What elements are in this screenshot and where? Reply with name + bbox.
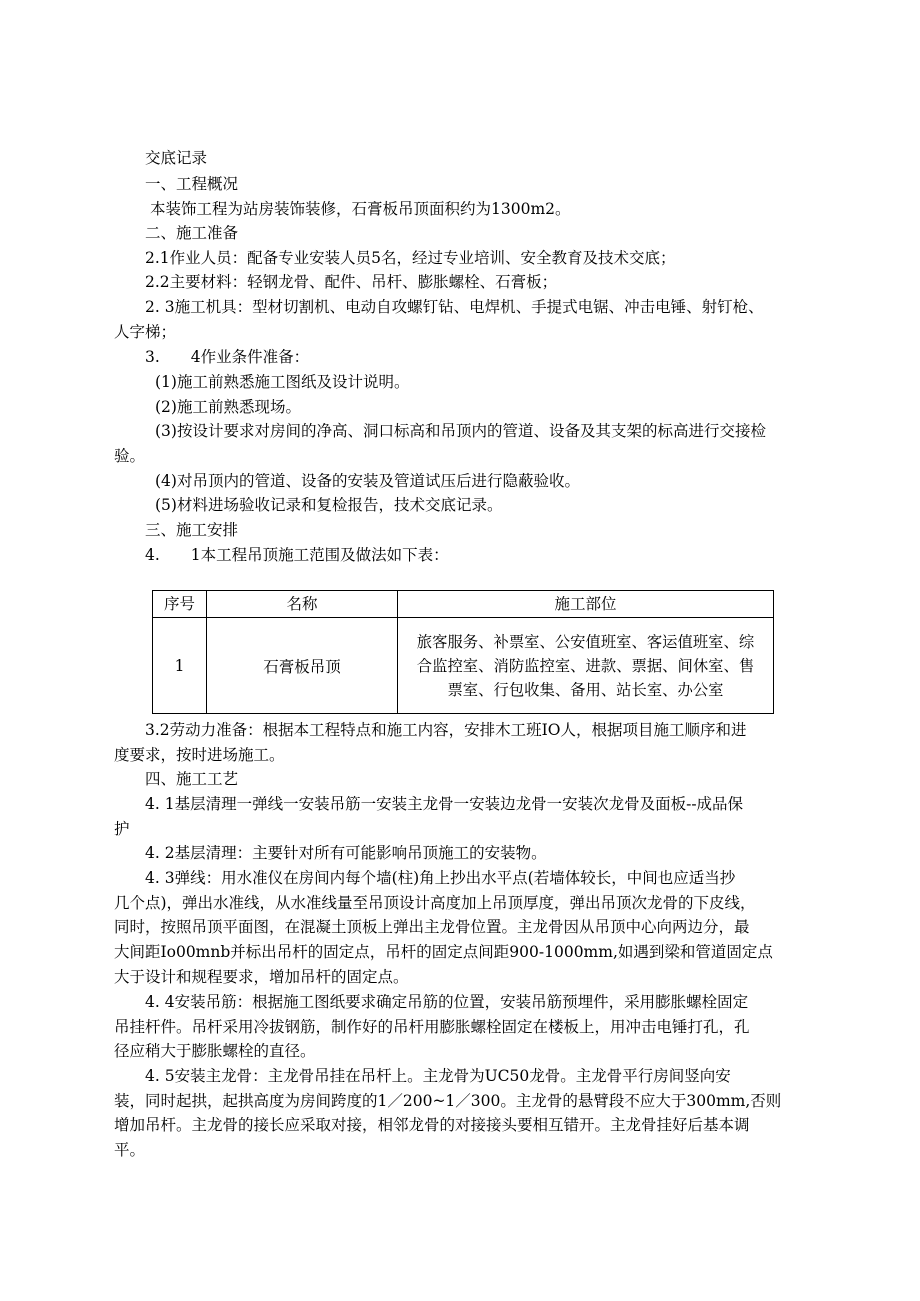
scope-table — [152, 590, 774, 714]
table-cell-name: 石膏板吊顶 — [207, 618, 398, 714]
paragraph-line: 吊挂杆件。吊杆采用冷拔钢筋，制作好的吊杆用膨胀螺栓固定在楼板上，用冲击电锤打孔，孔 — [114, 1018, 750, 1036]
list-item: (4)对吊顶内的管道、设备的安装及管道试压后进行隐蔽验收。 — [155, 472, 580, 490]
paragraph-line: 度要求，按时进场施工。 — [114, 746, 285, 764]
paragraph-line: 人字梯； — [114, 323, 177, 341]
location-line: 票室、行包收集、备用、站长室、办公室 — [447, 680, 724, 699]
table-header-no: 序号 — [153, 591, 207, 618]
section-heading: 四、施工工艺 — [145, 770, 239, 788]
paragraph-line: 4. 5安装主龙骨：主龙骨吊挂在吊杆上。主龙骨为UC50龙骨。主龙骨平行房间竖向安 — [145, 1067, 731, 1085]
paragraph-line: 装，同时起拱，起拱高度为房间跨度的1／200~1／300。主龙骨的悬臂段不应大于300mm,否则 — [114, 1092, 782, 1110]
paragraph-line: 平。 — [114, 1141, 146, 1159]
paragraph-line: 大于设计和规程要求，增加吊杆的固定点。 — [114, 968, 409, 986]
paragraph-line: 4. 3弹线：用水准仪在房间内每个墙(柱)角上抄出水平点(若墙体较长，中间也应适当抄 — [145, 869, 736, 887]
table-header-location: 施工部位 — [398, 591, 774, 618]
location-line: 合监控室、消防监控室、进款、票据、间休室、售 — [416, 656, 755, 675]
paragraph-line: 径应稍大于膨胀螺栓的直径。 — [114, 1042, 316, 1060]
paragraph-line: 大间距Io00mnb并标出吊杆的固定点，吊杆的固定点间距900-1000mm,如遇到梁和管道固定点 — [114, 943, 773, 961]
section-heading: 二、施工准备 — [145, 224, 239, 242]
paragraph-line: 2.1作业人员：配备专业安装人员5名，经过专业培训、安全教育及技术交底； — [145, 249, 676, 267]
location-line: 旅客服务、补票室、公安值班室、客运值班室、综 — [416, 632, 755, 651]
paragraph-line: 4. 1本工程吊顶施工范围及做法如下表： — [145, 546, 449, 564]
table-row — [153, 618, 774, 714]
paragraph-line: 增加吊杆。主龙骨的接长应采取对接，相邻龙骨的对接接头要相互错开。主龙骨挂好后基本调 — [114, 1116, 750, 1134]
table-cell-location — [398, 618, 774, 714]
list-item: (5)材料进场验收记录和复检报告，技术交底记录。 — [155, 496, 503, 514]
paragraph-line: 4. 2基层清理：主要针对所有可能影响吊顶施工的安装物。 — [145, 844, 547, 862]
paragraph-line: 3.2劳动力准备：根据本工程特点和施工内容，安排木工班IO人，根据项目施工顺序和进 — [145, 721, 747, 739]
paragraph-line: 本装饰工程为站房装饰装修，石膏板吊顶面积约为1300m2。 — [150, 200, 571, 218]
list-item: (1)施工前熟悉施工图纸及设计说明。 — [155, 373, 410, 391]
list-item: (2)施工前熟悉现场。 — [155, 398, 301, 416]
list-item: 验。 — [114, 447, 146, 465]
paragraph-line: 几个点)，弹出水准线，从水准线量至吊顶设计高度加上吊顶厚度，弹出吊顶次龙骨的下皮线， — [114, 894, 756, 912]
document-title: 交底记录 — [145, 149, 208, 167]
paragraph-line: 3. 4作业条件准备： — [145, 348, 310, 366]
paragraph-line: 4. 1基层清理一弹线一安装吊筋一安装主龙骨一安装边龙骨一安装次龙骨及面板--成品保 — [145, 795, 744, 813]
paragraph-line: 2.2主要材料：轻钢龙骨、配件、吊杆、膨胀螺栓、石膏板； — [145, 273, 558, 291]
section-heading: 一、工程概况 — [145, 175, 239, 193]
paragraph-line: 护 — [114, 820, 130, 838]
table-header-name: 名称 — [207, 591, 398, 618]
table-cell-no: 1 — [153, 618, 207, 714]
paragraph-line: 同时，按照吊顶平面图，在混凝土顶板上弹出主龙骨位置。主龙骨因从吊顶中心向两边分，最 — [114, 918, 750, 936]
paragraph-line: 4. 4安装吊筋：根据施工图纸要求确定吊筋的位置，安装吊筋预埋件，采用膨胀螺栓固定 — [145, 993, 749, 1011]
section-heading: 三、施工安排 — [145, 521, 239, 539]
table-header-row — [153, 591, 774, 618]
list-item: (3)按设计要求对房间的净高、洞口标高和吊顶内的管道、设备及其支架的标高进行交接检 — [155, 422, 766, 440]
paragraph-line: 2. 3施工机具：型材切割机、电动自攻螺钉钻、电焊机、手提式电锯、冲击电锤、射钉枪、 — [145, 298, 764, 316]
